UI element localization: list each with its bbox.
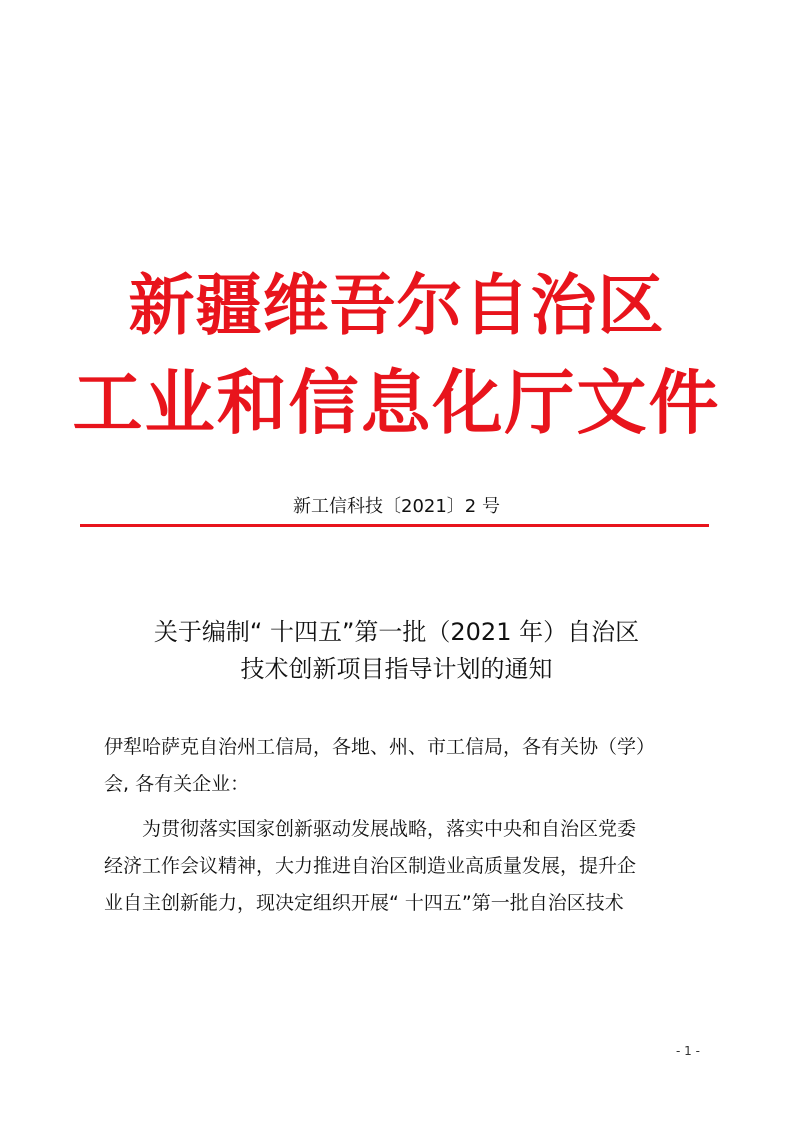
paragraph-line-2: 经济工作会议精神，大力推进自治区制造业高质量发展，提升企 (104, 855, 637, 877)
notice-title-line-2: 技术创新项目指导计划的通知 (240, 655, 553, 683)
paragraph-line-1: 为贯彻落实国家创新驱动发展战略，落实中央和自治区党委 (142, 818, 637, 840)
issuing-authority-line-2: 工业和信息化厅文件 (72, 361, 721, 444)
paragraph-line-3: 业自主创新能力，现决定组织开展“ 十四五”第一批自治区技术 (104, 892, 624, 914)
issuing-authority-line-1: 新疆维吾尔自治区 (128, 266, 665, 344)
page-number: - 1 - (676, 1044, 700, 1058)
document-number: 新工信科技〔2021〕2 号 (293, 496, 500, 517)
addressee-line-1: 伊犁哈萨克自治州工信局，各地、州、市工信局，各有关协（学） (104, 736, 656, 758)
addressee-line-2: 会, 各有关企业： (104, 773, 250, 795)
red-divider-line (80, 524, 709, 527)
notice-title-line-1: 关于编制“ 十四五”第一批（2021 年）自治区 (153, 618, 640, 646)
